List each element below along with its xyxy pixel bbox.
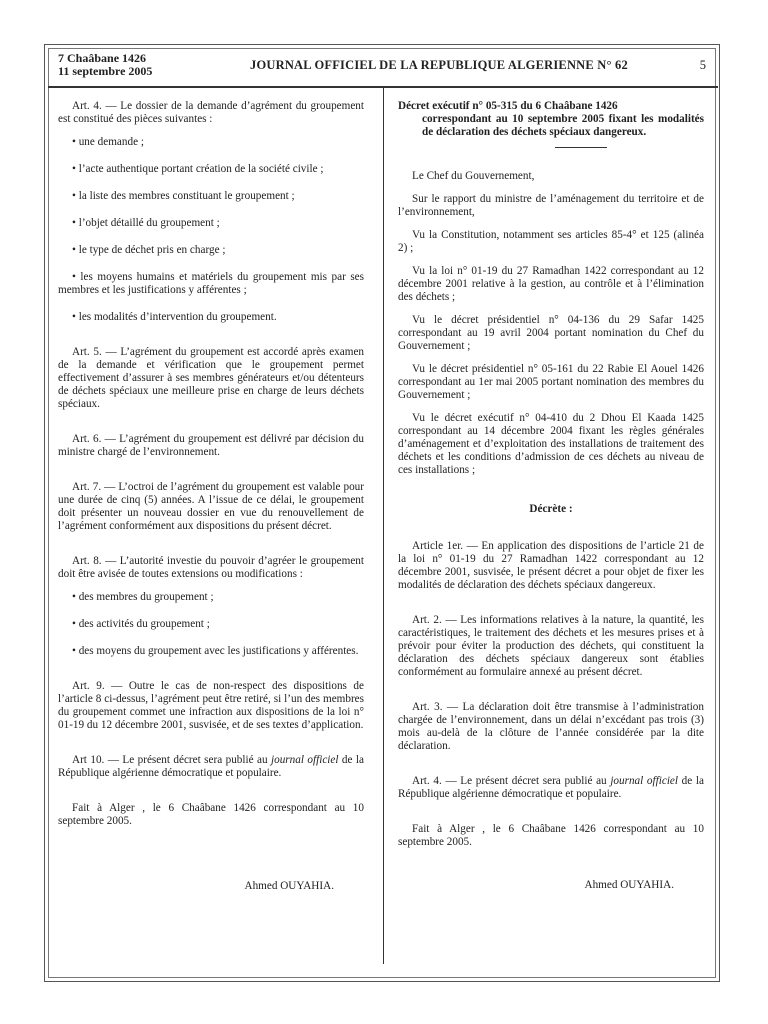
- vu-decret-presidentiel-1: Vu le décret présidentiel n° 04-136 du 29 Safar 1425 correspondant au 19 avril 2004 portant nomination du Chef du Gouvernement ;: [398, 314, 704, 352]
- journal-title: JOURNAL OFFICIEL DE LA REPUBLIQUE ALGERIENNE N° 62: [250, 58, 628, 72]
- art4-item: • l’objet détaillé du groupement ;: [72, 217, 220, 229]
- art5: Art. 5. — L’agrément du groupement est accordé après examen de la demande et vérification que le groupement permet effectivement d’assurer à ses membres générateurs et/ou détenteurs de déchets spéciaux une meilleure prise en charge de leurs déchets spéciaux.: [58, 346, 364, 410]
- art4-item-text: • les moyens humains et matériels du groupement mis par ses membres et les justifications y afférentes ;: [58, 271, 364, 296]
- page-header: [50, 50, 716, 84]
- article-4-text-a: Art. 4. — Le présent décret sera publié au: [412, 775, 611, 787]
- vu-decret-executif: Vu le décret exécutif n° 04-410 du 2 Dhou El Kaada 1425 correspondant au 14 décembre 2004 fixant les règles générales d’aménagement et d’exploitation des installations de traitement des déchets et les conditions d’admission de ces déchets au niveau de ces installations ;: [398, 412, 704, 476]
- art7: Art. 7. — L’octroi de l’agrément du groupement est valable pour une durée de cinq (5) années. A l’issue de ce délai, le groupement doit présenter un nouveau dossier en vue du renouvellement de l’agrément conformément aux dispositions du présent décret.: [58, 481, 364, 532]
- art8-item: • des activités du groupement ;: [72, 618, 210, 630]
- title-separator: [555, 147, 607, 148]
- art4-item: • l’acte authentique portant création de la société civile ;: [72, 163, 324, 175]
- art6: Art. 6. — L’agrément du groupement est délivré par décision du ministre chargé de l’environnement.: [58, 433, 364, 458]
- signature: Ahmed OUYAHIA.: [244, 880, 334, 892]
- vu-constitution: Vu la Constitution, notamment ses articles 85-4° et 125 (alinéa 2) ;: [398, 229, 704, 254]
- decree-title-line1: Décret exécutif n° 05-315 du 6 Chaâbane 1426: [398, 100, 618, 112]
- left-column: [58, 100, 364, 893]
- art4-intro: Art. 4. — Le dossier de la demande d’agrément du groupement est constitué des pièces suivantes :: [58, 100, 364, 125]
- header-date-hijri: 7 Chaâbane 1426: [58, 51, 147, 65]
- decree-title-rest: correspondant au 10 septembre 2005 fixant les modalités de déclaration des déchets spéciaux dangereux.: [422, 113, 704, 138]
- article-1: Article 1er. — En application des dispositions de l’article 21 de la loi n° 01-19 du 27 Ramadhan 1422 correspondant au 12 décembre 2001, susvisée, le présent décret a pour objet de fixer les modalités de déclaration des déchets spéciaux dangereux.: [398, 540, 704, 591]
- art10-journal: journal officiel: [271, 754, 339, 766]
- vu-loi: Vu la loi n° 01-19 du 27 Ramadhan 1422 correspondant au 12 décembre 2001 relative à la gestion, au contrôle et à l’élimination des déchets ;: [398, 265, 704, 303]
- art10: [58, 754, 364, 780]
- article-4-journal: journal officiel: [610, 775, 678, 787]
- article-4-text-b: de la République algérienne démocratique et populaire.: [398, 775, 704, 800]
- art8-intro: Art. 8. — L’autorité investie du pouvoir d’agréer le groupement doit être avisée de toutes extensions ou modifications :: [58, 555, 364, 580]
- article-2: Art. 2. — Les informations relatives à la nature, la quantité, les caractéristiques, le traitement des déchets et les mesures prises et à prévoir pour éviter la production des déchets, qui constituent la déclaration des déchets spéciaux dangereux sont établies conformément au formulaire annexé au présent décret.: [398, 614, 704, 678]
- art4-item: • les modalités d’intervention du groupement.: [72, 311, 277, 323]
- chef-du-gouvernement: Le Chef du Gouvernement,: [412, 170, 535, 182]
- right-column: [398, 100, 704, 892]
- art10-text-a: Art 10. — Le présent décret sera publié au: [72, 754, 272, 766]
- page-number: 5: [699, 58, 706, 72]
- decrete-heading: Décrète :: [529, 503, 573, 515]
- column-divider: [383, 88, 384, 964]
- art9: Art. 9. — Outre le cas de non-respect des dispositions de l’article 8 ci-dessus, l’agrément peut être retiré, si l’un des membres du groupement commet une infraction aux dispositions de la loi n° 01-19 du 12 décembre 2001, susvisée, et de ses textes d’application.: [58, 680, 364, 731]
- fait-a-alger: Fait à Alger , le 6 Chaâbane 1426 correspondant au 10 septembre 2005.: [398, 823, 704, 848]
- decree-title: [398, 100, 704, 139]
- vu-decret-presidentiel-2: Vu le décret présidentiel n° 05-161 du 22 Rabie El Aouel 1426 correspondant au 1er mai 2005 portant nomination des membres du Gouvernement ;: [398, 363, 704, 401]
- art10-text-b: de la République algérienne démocratique et populaire.: [58, 754, 364, 779]
- fait-a-alger: Fait à Alger , le 6 Chaâbane 1426 correspondant au 10 septembre 2005.: [58, 802, 364, 827]
- art4-item: • la liste des membres constituant le groupement ;: [72, 190, 295, 202]
- signature: Ahmed OUYAHIA.: [584, 879, 674, 891]
- header-date: [58, 52, 152, 78]
- art4-item: • le type de déchet pris en charge ;: [72, 244, 226, 256]
- sur-le-rapport: Sur le rapport du ministre de l’aménagement du territoire et de l’environnement,: [398, 193, 704, 218]
- art8-item: • des membres du groupement ;: [72, 591, 214, 603]
- art4-item: [58, 271, 364, 297]
- article-3: Art. 3. — La déclaration doit être transmise à l’administration chargée de l’environnement, dans un délai n’excédant pas trois (3) mois au-delà de la clôture de l’année considérée par la dite déclaration.: [398, 701, 704, 752]
- art4-item: • une demande ;: [72, 136, 144, 148]
- article-4: [398, 775, 704, 801]
- header-date-gregorian: 11 septembre 2005: [58, 64, 153, 78]
- art8-item: • des moyens du groupement avec les justifications y afférentes.: [72, 645, 359, 657]
